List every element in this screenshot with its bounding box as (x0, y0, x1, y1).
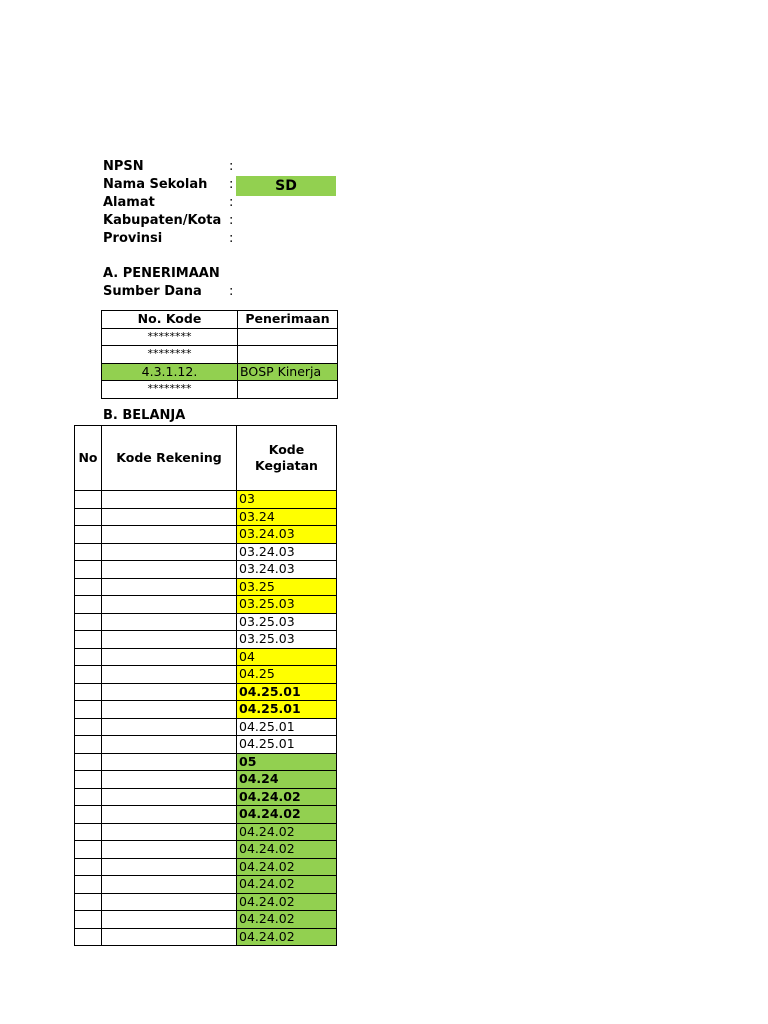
no-cell[interactable] (75, 876, 102, 894)
table-row (75, 578, 337, 596)
penerimaan-table (101, 310, 338, 399)
column-header-kode-kegiatan: Kode Kegiatan (237, 426, 337, 491)
no-kode-cell[interactable]: ******** (102, 381, 238, 399)
alamat-label: Alamat (103, 195, 155, 210)
kode-kegiatan-cell[interactable]: 04.24.02 (237, 806, 337, 824)
kode-rekening-cell[interactable] (102, 508, 237, 526)
kode-rekening-cell[interactable] (102, 736, 237, 754)
no-cell[interactable] (75, 613, 102, 631)
no-kode-cell[interactable]: 4.3.1.12. (102, 363, 238, 381)
sumber-dana-row (103, 284, 234, 299)
kode-rekening-cell[interactable] (102, 806, 237, 824)
no-cell[interactable] (75, 718, 102, 736)
no-cell[interactable] (75, 596, 102, 614)
colon: : (229, 177, 234, 192)
kode-rekening-cell[interactable] (102, 701, 237, 719)
table-row (75, 683, 337, 701)
kode-rekening-cell[interactable] (102, 771, 237, 789)
colon: : (229, 159, 234, 174)
table-row (75, 561, 337, 579)
kode-kegiatan-cell[interactable]: 05 (237, 753, 337, 771)
table-row (102, 328, 338, 346)
kode-kegiatan-cell[interactable]: 04.24.02 (237, 893, 337, 911)
table-row (75, 631, 337, 649)
table-row (75, 893, 337, 911)
kode-rekening-cell[interactable] (102, 911, 237, 929)
no-cell[interactable] (75, 666, 102, 684)
column-header-no: No (75, 426, 102, 491)
kode-rekening-cell[interactable] (102, 596, 237, 614)
kode-kegiatan-cell[interactable]: 04.24.02 (237, 788, 337, 806)
no-cell[interactable] (75, 806, 102, 824)
column-header-penerimaan: Penerimaan (238, 311, 338, 329)
kode-kegiatan-cell[interactable]: 04.24.02 (237, 858, 337, 876)
no-cell[interactable] (75, 631, 102, 649)
table-row (75, 491, 337, 509)
no-kode-cell[interactable]: ******** (102, 328, 238, 346)
table-row (75, 771, 337, 789)
kode-rekening-cell[interactable] (102, 876, 237, 894)
table-row (75, 928, 337, 946)
kode-rekening-cell[interactable] (102, 561, 237, 579)
kode-kegiatan-cell[interactable]: 04.25 (237, 666, 337, 684)
no-cell[interactable] (75, 858, 102, 876)
table-row (102, 381, 338, 399)
kode-kegiatan-cell[interactable]: 04.25.01 (237, 718, 337, 736)
kode-rekening-cell[interactable] (102, 788, 237, 806)
kode-kegiatan-cell[interactable]: 04 (237, 648, 337, 666)
nama-sekolah-label: Nama Sekolah (103, 177, 208, 192)
kode-kegiatan-cell[interactable]: 04.25.01 (237, 701, 337, 719)
kode-kegiatan-cell[interactable]: 04.24 (237, 771, 337, 789)
no-cell[interactable] (75, 701, 102, 719)
no-cell[interactable] (75, 648, 102, 666)
table-row (75, 736, 337, 754)
table-row (75, 876, 337, 894)
table-row (75, 858, 337, 876)
kode-rekening-cell[interactable] (102, 578, 237, 596)
kabupaten-kota-label: Kabupaten/Kota (103, 213, 222, 228)
table-header-row (102, 311, 338, 329)
belanja-heading: B. BELANJA (103, 408, 186, 423)
table-row (75, 841, 337, 859)
table-row (75, 788, 337, 806)
table-row (75, 753, 337, 771)
penerimaan-cell[interactable] (238, 346, 338, 364)
table-row (75, 613, 337, 631)
belanja-table (74, 425, 337, 946)
table-row (102, 346, 338, 364)
kode-rekening-cell[interactable] (102, 631, 237, 649)
no-cell[interactable] (75, 771, 102, 789)
kode-rekening-cell[interactable] (102, 893, 237, 911)
table-row (75, 806, 337, 824)
kode-rekening-cell[interactable] (102, 718, 237, 736)
column-header-no-kode: No. Kode (102, 311, 238, 329)
kode-kegiatan-cell[interactable]: 04.25.01 (237, 683, 337, 701)
provinsi-label: Provinsi (103, 231, 163, 246)
penerimaan-heading: A. PENERIMAAN (103, 266, 220, 281)
kode-kegiatan-cell[interactable]: 04.24.02 (237, 841, 337, 859)
kode-kegiatan-cell[interactable]: 04.24.02 (237, 928, 337, 946)
no-cell[interactable] (75, 823, 102, 841)
kode-kegiatan-cell[interactable]: 03.24.03 (237, 526, 337, 544)
kode-kegiatan-cell[interactable]: 03.25.03 (237, 596, 337, 614)
kode-rekening-cell[interactable] (102, 491, 237, 509)
no-cell[interactable] (75, 753, 102, 771)
table-row (75, 911, 337, 929)
table-row (75, 526, 337, 544)
kode-rekening-cell[interactable] (102, 858, 237, 876)
kode-rekening-cell[interactable] (102, 841, 237, 859)
column-header-kode-rekening: Kode Rekening (102, 426, 237, 491)
colon: : (229, 213, 234, 228)
no-cell[interactable] (75, 561, 102, 579)
no-cell[interactable] (75, 841, 102, 859)
no-cell[interactable] (75, 736, 102, 754)
kode-rekening-cell[interactable] (102, 613, 237, 631)
no-cell[interactable] (75, 911, 102, 929)
kode-rekening-cell[interactable] (102, 753, 237, 771)
no-cell[interactable] (75, 578, 102, 596)
kode-rekening-cell[interactable] (102, 526, 237, 544)
no-cell[interactable] (75, 526, 102, 544)
no-cell[interactable] (75, 928, 102, 946)
kode-kegiatan-cell[interactable]: 03 (237, 491, 337, 509)
table-row (102, 363, 338, 381)
penerimaan-cell[interactable] (238, 381, 338, 399)
table-row (75, 701, 337, 719)
colon: : (229, 231, 234, 246)
kode-rekening-cell[interactable] (102, 648, 237, 666)
table-row (75, 718, 337, 736)
kode-kegiatan-cell[interactable]: 04.24.02 (237, 876, 337, 894)
table-row (75, 596, 337, 614)
no-cell[interactable] (75, 543, 102, 561)
kode-kegiatan-cell[interactable]: 03.24.03 (237, 561, 337, 579)
table-row (75, 543, 337, 561)
table-header-row (75, 426, 337, 491)
colon: : (229, 195, 234, 210)
kode-rekening-cell[interactable] (102, 543, 237, 561)
no-kode-cell[interactable]: ******** (102, 346, 238, 364)
penerimaan-cell[interactable]: BOSP Kinerja (238, 363, 338, 381)
nama-sekolah-value[interactable]: SD (236, 176, 336, 196)
kode-kegiatan-cell[interactable]: 03.24 (237, 508, 337, 526)
npsn-label: NPSN (103, 159, 144, 174)
no-cell[interactable] (75, 508, 102, 526)
table-row (75, 823, 337, 841)
table-row (75, 648, 337, 666)
no-cell[interactable] (75, 893, 102, 911)
no-cell[interactable] (75, 491, 102, 509)
colon: : (229, 284, 234, 299)
kode-rekening-cell[interactable] (102, 823, 237, 841)
kode-kegiatan-cell[interactable]: 04.24.02 (237, 911, 337, 929)
kode-kegiatan-cell[interactable]: 04.24.02 (237, 823, 337, 841)
kode-kegiatan-cell[interactable]: 03.25 (237, 578, 337, 596)
kode-rekening-cell[interactable] (102, 666, 237, 684)
kode-kegiatan-cell[interactable]: 03.25.03 (237, 613, 337, 631)
table-row (75, 666, 337, 684)
no-cell[interactable] (75, 788, 102, 806)
penerimaan-cell[interactable] (238, 328, 338, 346)
no-cell[interactable] (75, 683, 102, 701)
table-row (75, 508, 337, 526)
kode-kegiatan-cell[interactable]: 03.25.03 (237, 631, 337, 649)
kode-kegiatan-cell[interactable]: 04.25.01 (237, 736, 337, 754)
kode-rekening-cell[interactable] (102, 928, 237, 946)
kode-kegiatan-cell[interactable]: 03.24.03 (237, 543, 337, 561)
kode-rekening-cell[interactable] (102, 683, 237, 701)
sumber-dana-label: Sumber Dana (103, 284, 202, 299)
